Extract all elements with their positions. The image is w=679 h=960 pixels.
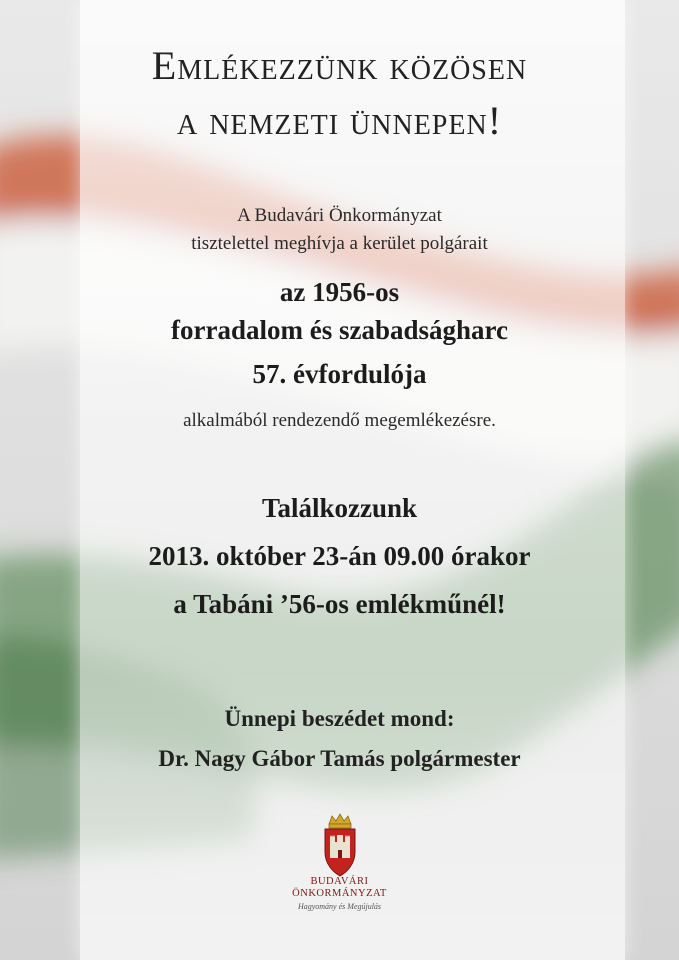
poster-title-line2: a nemzeti ünnepen! xyxy=(176,98,503,143)
logo-motto: Hagyomány és Megújulás xyxy=(297,902,382,911)
meeting-date-time: 2013. október 23-án 09.00 órakor xyxy=(148,541,531,571)
poster-title-line1: Emlékezzünk közösen xyxy=(151,43,528,88)
event-line1: az 1956-os xyxy=(279,277,400,307)
speaker-name: Dr. Nagy Gábor Tamás polgármester xyxy=(158,746,521,771)
speech-heading: Ünnepi beszédet mond: xyxy=(224,706,455,731)
invitation-line1: A Budavári Önkormányzat xyxy=(237,205,442,226)
event-line2: forradalom és szabadságharc xyxy=(171,315,508,345)
event-line3: 57. évfordulója xyxy=(252,359,427,389)
invitation-line3: alkalmából rendezendő megemlékezésre. xyxy=(183,410,496,431)
coat-of-arms-icon xyxy=(310,812,370,882)
invitation-line2: tisztelettel meghívja a kerület polgárait xyxy=(191,233,488,254)
logo-name-line1: BUDAVÁRI xyxy=(310,876,369,887)
meeting-location: a Tabáni ’56-os emlékműnél! xyxy=(173,589,506,619)
meeting-line1: Találkozzunk xyxy=(261,493,418,523)
logo-name-line2: ÖNKORMÁNYZAT xyxy=(292,888,387,899)
